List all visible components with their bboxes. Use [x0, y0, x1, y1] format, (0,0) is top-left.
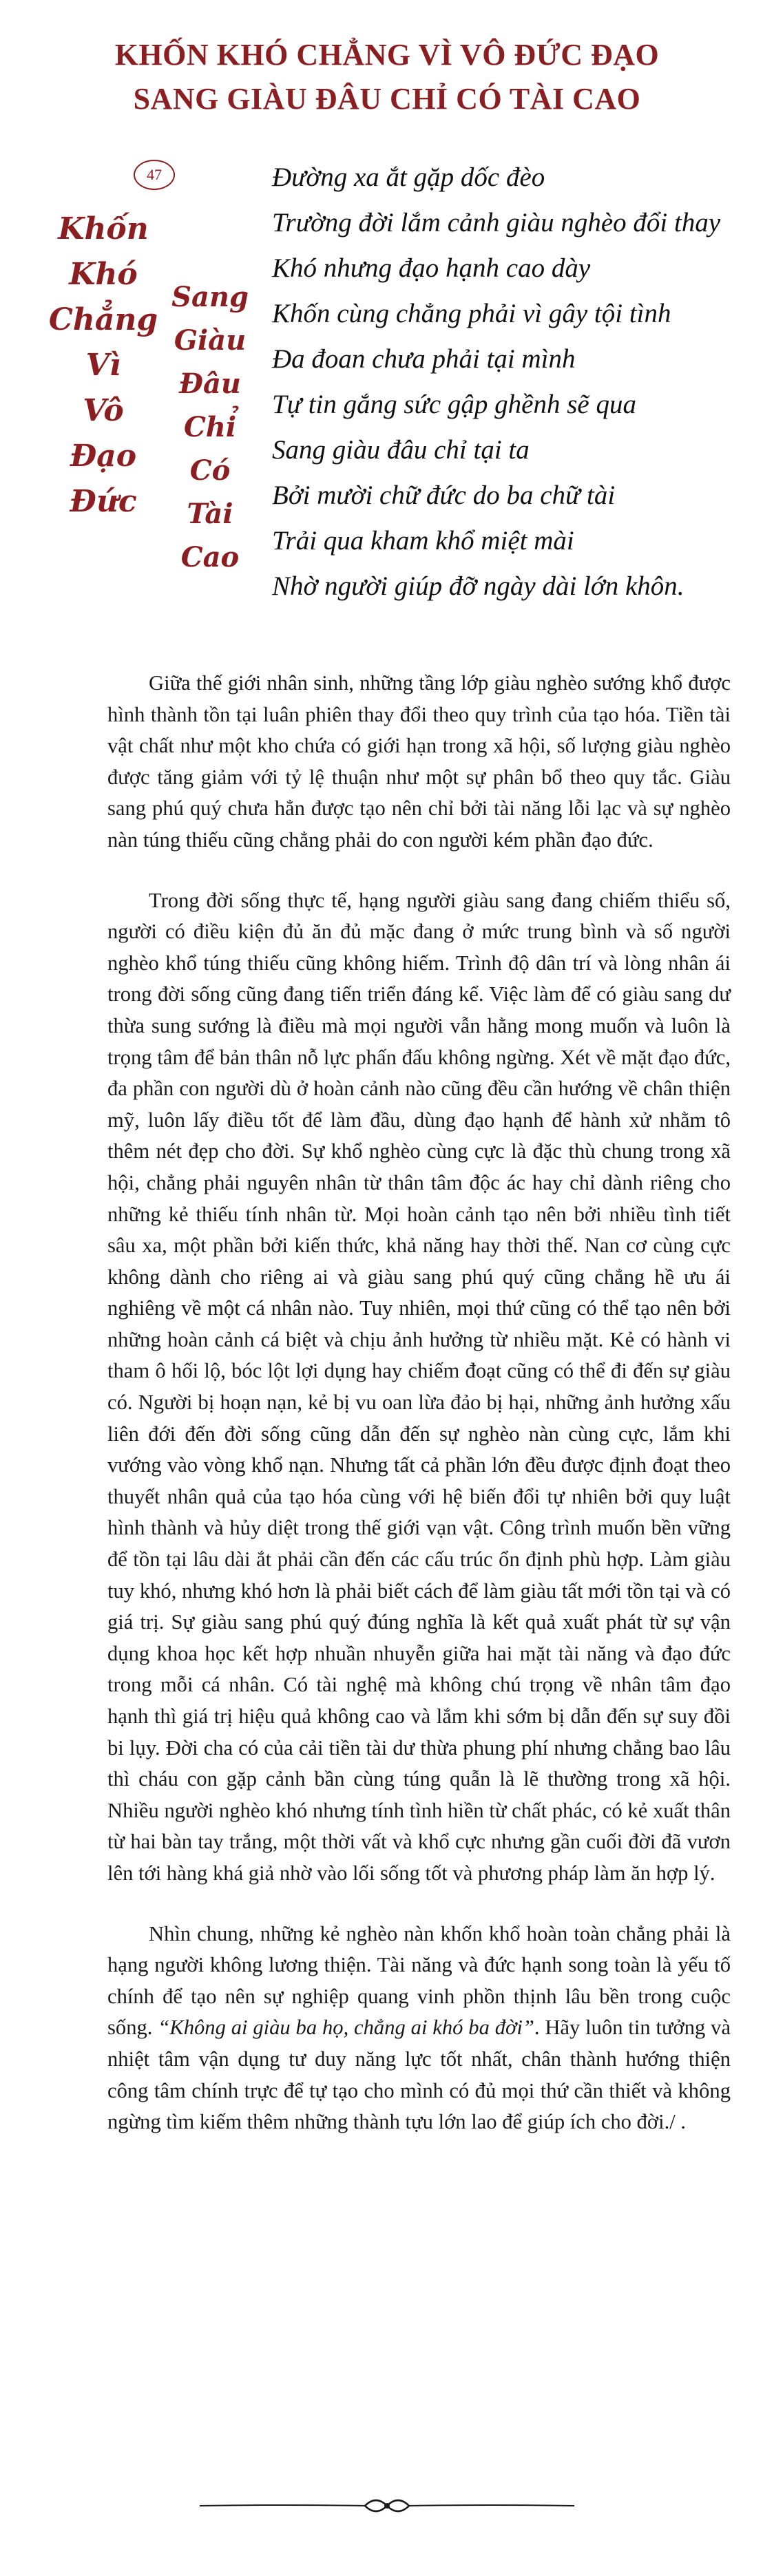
calligraphy-word: Đức: [70, 484, 137, 519]
poem-line: Đa đoan chưa phải tại mình: [272, 344, 576, 374]
title-line-2: SANG GIÀU ĐÂU CHỈ CÓ TÀI CAO: [133, 82, 641, 116]
poem-line: Trải qua kham khổ miệt mài: [272, 526, 574, 556]
calligraphy-word: Giàu: [174, 324, 247, 357]
ornament-divider-icon: [200, 2492, 574, 2520]
calligraphy-word: Sang: [171, 281, 249, 313]
calligraphy-word: Đâu: [179, 368, 241, 400]
poem-line: Khó nhưng đạo hạnh cao dày: [272, 253, 591, 283]
calligraphy-right: [158, 275, 262, 579]
poem-line: Đường xa ắt gặp dốc đèo: [272, 162, 545, 192]
paragraph-1: Giữa thế giới nhân sinh, những tầng lớp giàu nghèo sướng khổ được hình thành tồn tại luân phiên thay đổi theo quy trình của tạo hóa. Tiền tài vật chất như một kho chứa có giới hạn trong xã hội, số lượng giàu nghèo được tăng giảm với tỷ lệ thuận như một sự phân bổ theo quy tắc. Giàu sang phú quý chưa hẳn được tạo nên chỉ bởi tài năng lỗi lạc và sự nghèo nàn túng thiếu cũng chẳng phải do con người kém phần đạo đức.: [107, 671, 731, 852]
poem-line: Trường đời lắm cảnh giàu nghèo đổi thay: [272, 208, 721, 237]
paragraph-2: Trong đời sống thực tế, hạng người giàu sang đang chiếm thiểu số, người có điều kiện đủ ăn đủ mặc đang ở mức trung bình và số người nghèo khổ túng thiếu cũng không hiếm. Trình độ dân trí và lòng nhân ái trong đời sống cũng đang tiến triển đáng kể. Việc làm để có giàu sang dư thừa sung sướng là điều mà mọi người vẫn hằng mong muốn và luôn là trọng tâm để bản thân nỗ lực phấn đấu không ngừng. Xét về mặt đạo đức, đa phần con người dù ở hoàn cảnh nào cũng đều cần hướng về chân thiện mỹ, luôn lấy điều tốt để làm đầu, dùng đạo hạnh để hành xử nhằm tô thêm nét đẹp cho đời. Sự khổ nghèo cùng cực là đặc thù chung trong xã hội, chẳng phải nguyên nhân từ thân tâm độc ác hay chỉ dành riêng cho những kẻ thiếu tính nhân từ. Mọi hoàn cảnh tạo nên bởi nhiều tình tiết sâu xa, một phần bởi kiến thức, khả năng hay thời thế. Nan cơ cùng cực không dành cho riêng ai và giàu sang phú quý cũng chẳng hề ưu ái nghiêng về một cá nhân nào. Tuy nhiên, mọi thứ cũng có thể tạo nên bởi những hoàn cảnh cá biệt và chịu ảnh hưởng từ nhiều mặt. Kẻ có hành vi tham ô hối lộ, bóc lột lợi dụng hay chiếm đoạt cũng có thể đi đến sự giàu có. Người bị hoạn nạn, kẻ bị vu oan lừa đảo bị hại, những ảnh hưởng xấu liên đới đến đời sống cũng dẫn đến sự nghèo nàn cùng cực, lắm khi vướng vào vòng khổ nạn. Nhưng tất cả phần lớn đều được định đoạt theo thuyết nhân quả của tạo hóa cùng với hệ biến đổi tự nhiên bởi quy luật hình thành và hủy diệt trong thế giới vạn vật. Công trình muốn bền vững để tồn tại lâu dài ắt phải cần đến các cấu trúc ổn định phù hợp. Làm giàu tuy khó, nhưng khó hơn là phải biết cách để làm giàu tất mới tồn tại và có giá trị. Sự giàu sang phú quý đúng nghĩa là kết quả xuất phát từ sự vận dụng khoa học kết hợp nhuần nhuyễn giữa hai mặt tài năng và đạo đức trong mỗi cá nhân. Có tài nghệ mà không chú trọng về nhân tâm đạo hạnh thì giá trị hiệu quả không cao và lắm khi sớm bị dẫn đến sự suy đồi bi lụy. Đời cha có của cải tiền tài dư thừa phung phí nhưng chẳng bao lâu thì cháu con gặp cảnh bần cùng túng quẫn là lẽ thường trong xã hội. Nhiều người nghèo khó nhưng tính tình hiền từ chất phác, có kẻ xuất thân từ hai bàn tay trắng, một thời vất và khổ cực nhưng gần cuối đời đã vươn lên tới hàng khá giả nhờ vào lối sống tốt và phương pháp làm ăn hợp lý.: [107, 888, 731, 1885]
calligraphy-word: Vô: [83, 393, 124, 428]
proverb-quote: “Không ai giàu ba họ, chẳng ai khó ba đời”: [158, 2016, 534, 2040]
paragraph-3-text-a: Nhìn chung, những kẻ nghèo nàn khốn khổ hoàn toàn chẳng phải là hạng người không lương thiện. Tài năng và đức hạnh song toàn là yếu tố chính để tạo nên sự nghiệp quang vinh phồn thịnh lâu bền trong cuộc sống.: [107, 1921, 731, 2040]
article-body: [107, 668, 731, 2138]
calligraphy-word: Chỉ: [183, 411, 237, 443]
calligraphy-word: Tài: [187, 498, 233, 530]
calligraphy-left: [48, 207, 158, 525]
calligraphy-word: Cao: [180, 541, 240, 573]
article-title: [0, 33, 774, 121]
poem-line: Sang giàu đâu chỉ tại ta: [272, 435, 530, 465]
calligraphy-word: Khó: [69, 257, 138, 292]
calligraphy-word: Khốn: [58, 211, 149, 246]
paragraph-3-text-b: . Hãy luôn tin tưởng và nhiệt tâm vận dụng tư duy năng lực tốt nhất, chân thành hướng thiện công tâm chính trực để tự tạo cho mình có đủ mọi thứ cần thiết và không ngừng tìm kiếm thêm những thành tựu lớn lao để giúp ích cho đời./ .: [107, 2016, 731, 2134]
poem-line: Nhờ người giúp đỡ ngày dài lớn khôn.: [272, 571, 684, 601]
calligraphy-word: Có: [189, 454, 231, 487]
poem-line: Bởi mười chữ đức do ba chữ tài: [272, 481, 616, 510]
title-line-1: KHỐN KHÓ CHẲNG VÌ VÔ ĐỨC ĐẠO: [114, 38, 660, 72]
calligraphy-word: Vì: [85, 348, 121, 383]
paragraph-3: [107, 1919, 731, 2138]
poem: [272, 155, 768, 609]
poem-line: Tự tin gắng sức gập ghềnh sẽ qua: [272, 390, 636, 419]
calligraphy-word: Chẳng: [48, 302, 158, 337]
page-number-badge: 47: [134, 160, 175, 190]
poem-line: Khốn cùng chẳng phải vì gây tội tình: [272, 299, 671, 328]
calligraphy-word: Đạo: [70, 439, 137, 474]
